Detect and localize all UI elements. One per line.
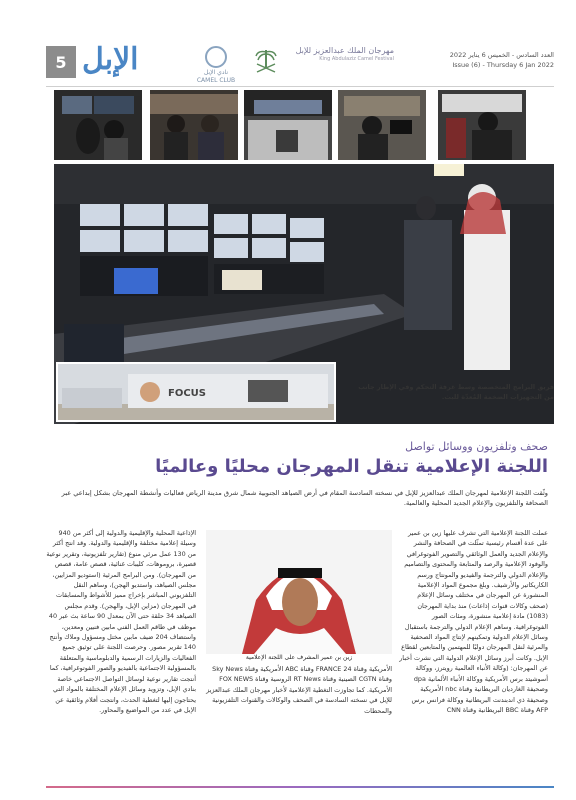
page-header <box>46 40 554 84</box>
camel-club-logo: نادي الإبل CAMEL CLUB <box>186 46 246 78</box>
photo-caption: فريق البرامج المتخصصة وسط غرفة التحكم وفي الإطار جانب من التجهيزات الضخمة المُعدّة للبث. <box>358 383 554 401</box>
svg-text:FOCUS: FOCUS <box>168 388 206 399</box>
article-column-right: عملت اللجنة الإعلامية التي تشرف عليها زين بن عمير على عدة أقسام رئيسية تمثّلت في الصحافة والنشر والإعلام الجديد والعمل الوثائقي والتصوير الفوتوغرافي والوفود الإعلامية والرصد والمتابعة والمحتوى والتصاميم والإعلام الدولي والترجمة والفيديو والمونتاج ورسم الكاريكاتير والأرشيف. وبلغ مجموع المواد الإعلامية المنشورة عن المهرجان في مختلف وسائل الإعلام (صحف وكالات قنوات إذاعات) منذ بداية المهرجان (1083) مادة إعلامية منشورة، ومئات الصور الفوتوغرافية. وساهم الإعلام الدولي والترجمة باستقبال وسائل الإعلام الدولية وتمكينهم لإنتاج المواد الصحفية والمرئية لنقل المهرجان دوليًا للمهتمين والمتابعين لقطاع الإبل. وكانت أبرز وسائل الإعلام الدولية التي نشرت أخبار عن المهرجان: (وكالة الأنباء العالمية رويترز، ووكالة أسوشيتد برس الأمريكية ووكالة الأنباء الألمانية dpa وصحيفة الغارديان البريطانية وقناة nbc الأمريكية وصحيفة ذي اندبندنت البريطانية ووكالة فرانس برس AFP وقناة BBC البريطانية وقناة CNN <box>399 529 548 714</box>
photo-studio-camera <box>54 90 142 160</box>
photo-camera-operator <box>338 90 426 160</box>
photo-technician <box>438 90 526 160</box>
header-logos <box>186 44 396 84</box>
article-lead: وثّقت اللجنة الإعلامية لمهرجان الملك عبدالعزيز للإبل في نسخته السادسة المقام في أرض الصياهد الجنوبية شمال شرق مدينة الرياض فعاليات وأنشطة المهرجان بشكل إبداعي عبر الصحافة والتلفزيون والإعلام الجديد المحلية والعالمية. <box>61 489 548 507</box>
article-headline: اللجنة الإعلامية تنقل المهرجان محليًا وعالميًا <box>155 456 548 477</box>
article-column-middle: الأمريكية وقناة 24 FRANCE وقناة ABC الأمريكية وقناة Sky News وقناة CGTN الصينية وقناة RT News الروسية وقناة FOX NEWS الأمريكية. كما تجاوزت التغطية الإعلامية لأخبار مهرجان الملك عبدالعزيز للإبل في نسخته السادسة في الصحف والوكالات والقنوات التلفزيونية والمحطات <box>206 665 392 715</box>
broadcast-truck-photo <box>56 362 336 422</box>
footer-divider <box>46 786 554 788</box>
article-kicker: صحف وتلفزيون ووسائل تواصل <box>405 440 548 453</box>
issue-info <box>450 50 554 70</box>
saudi-emblem-icon <box>252 46 280 78</box>
photo-studio-room <box>244 90 332 160</box>
photo-strip <box>54 90 554 162</box>
photo-operators <box>150 90 238 160</box>
issue-arabic: العدد السادس - الخميس 6 يناير 2022 <box>449 51 554 59</box>
page-number: 5 <box>46 46 76 78</box>
festival-logo: مهرجان الملك عبدالعزيز للإبل King Abdulaziz Camel Festival <box>295 46 394 62</box>
issue-english: Issue (6) - Thursday 6 Jan 2022 <box>452 61 554 69</box>
header-divider <box>46 86 554 87</box>
magazine-page <box>46 36 554 776</box>
portrait-caption: زين بن عمير المشرف على اللجنة الإعلامية <box>245 654 353 661</box>
portrait-photo <box>206 530 392 654</box>
magazine-title: الإبل <box>82 42 139 77</box>
article-column-left: الإذاعية المحلية والإقليمية والدولية إلى أكثر من 940 وسيلة إعلامية مختلفة والإقليمية والدولية. وقد انتج أكثر من 130 عمل مرئي منوع (تقارير تلفزيونية، وتقرير نوعية قصيرة، بروموهات، كليبات غنائية، قصص عامة، قصص من المهرجان). ومن البرامج المرئية (استوديو المزايين، مجلس الصياهد، واستديو الهجن)، وساهم النقل التلفزيوني المباشر بإخراج مميز للأشواط والمسابقات في المهرجان (مزاين الإبل، والهجن). وقدم مجلس الصياهد 34 حلقة حتى الآن بمعدل 90 ساعة بث عبر 40 موظف في طاقم العمل الفني مابين فنيين ومعدين، واستضاف 204 ضيف مابين مختل ومسؤول وملاك وأنتج 140 تقرير مصور. وحرصت اللجنة على توثيق جميع الفعاليات والزيارات الرسمية والدبلوماسية والمتعلقة بالمسؤولية الاجتماعية بالفيديو والصور الفوتوغرافية، كما أنتجت تقارير نوعية لوسائل التواصل الاجتماعي خاصة بنادي الإبل، وتزويد وسائل الإعلام المختلفة بالمواد التي يحتاجون إليها لتغطية الحدث، وانتجت أفلام وثائقية عن الإبل في عدد من المواضيع والمحاور. <box>46 529 196 714</box>
